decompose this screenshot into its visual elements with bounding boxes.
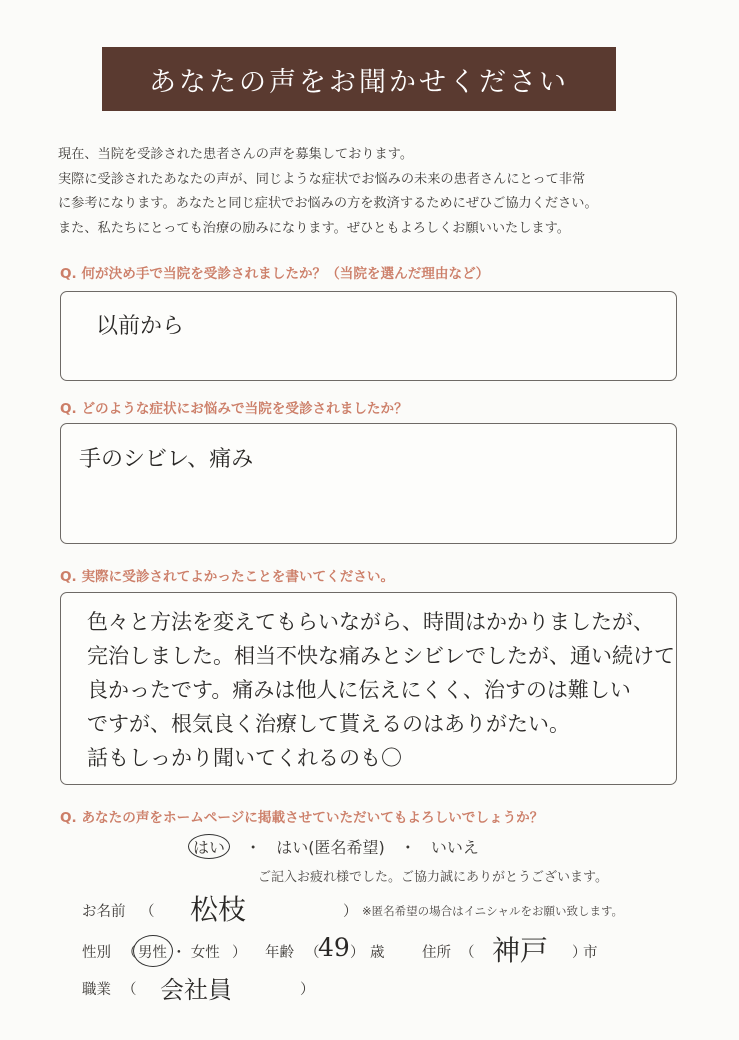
question-reason: Q. 何が決め手で当院を受診されましたか？（当院を選んだ理由など） — [60, 266, 490, 282]
name-label: お名前 — [82, 904, 126, 920]
intro-line: 実際に受診されたあなたの声が、同じような症状でお悩みの未来の患者さんにとって非常 — [58, 171, 586, 187]
consent-options — [188, 834, 479, 859]
page-title: あなたの声をお聞かせください — [149, 66, 569, 98]
intro-line: に参考になります。あなたと同じ症状でお悩みの方を救済するためにぜひご協力ください。 — [58, 196, 598, 211]
address-value[interactable]: 神戸 — [492, 934, 549, 967]
paren-open: （ — [460, 945, 475, 961]
paren-close: ） — [232, 945, 247, 961]
intro-text — [58, 143, 698, 241]
page-title-banner — [102, 47, 616, 111]
answer-box-symptoms — [60, 423, 677, 544]
answer-reason: 以前から — [96, 314, 185, 339]
intro-line: 現在、当院を受診された患者さんの声を募集しております。 — [58, 147, 414, 162]
job-label: 職業 — [82, 982, 111, 998]
option-yes-selected[interactable]: はい — [188, 834, 230, 859]
answer-line: 色々と方法を変えてもらいながら、時間はかかりましたが、 — [87, 610, 654, 634]
question-good-points: Q. 実際に受診されてよかったことを書いてください。 — [60, 569, 395, 585]
answer-box-good-points — [60, 592, 677, 785]
intro-line: また、私たちにとっても治療の励みになります。ぜひともよろしくお願いいたします。 — [58, 220, 570, 236]
option-yes-anonymous[interactable]: はい(匿名希望) — [276, 838, 385, 857]
thanks-message: ご記入お疲れ様でした。ご協力誠にありがとうございます。 — [258, 870, 608, 885]
answer-line: 話もしっかり聞いてくれるのも〇 — [87, 746, 402, 770]
paren-open: （ — [140, 904, 155, 920]
address-label: 住所 — [422, 945, 451, 961]
answer-line: 完治しました。相当不快な痛みとシビレでしたが、通い続けて — [87, 644, 675, 668]
answer-box-reason — [60, 291, 677, 381]
question-symptoms: Q. どのような症状にお悩みで当院を受診されましたか？ — [60, 401, 408, 417]
answer-line: ですが、根気良く治療して貰えるのはありがたい。 — [87, 712, 570, 736]
name-value[interactable]: 松枝 — [190, 893, 247, 926]
job-value[interactable]: 会社員 — [160, 976, 232, 1004]
paren-close: ） — [300, 982, 315, 998]
age-label: 年齢 — [265, 945, 294, 961]
separator: ・ — [399, 838, 416, 857]
paren-open: （ — [122, 982, 137, 998]
paren-close: ） — [572, 945, 587, 961]
gender-options[interactable]: 男性 ・ 女性 — [138, 945, 220, 961]
paren-open: （ — [122, 945, 137, 961]
paren-close: ） — [343, 904, 358, 920]
separator: ・ — [245, 838, 262, 857]
option-no[interactable]: いいえ — [430, 838, 479, 857]
answer-symptoms: 手のシビレ、痛み — [79, 447, 254, 472]
paren-open: （ — [305, 945, 320, 961]
question-consent: Q. あなたの声をホームページに掲載させていただいてもよろしいでしょうか？ — [60, 810, 544, 826]
paren-close: ） — [350, 945, 365, 961]
address-unit: 市 — [583, 945, 598, 961]
answer-good-points — [87, 605, 675, 775]
name-note: ※匿名希望の場合はイニシャルをお願い致します。 — [362, 904, 624, 918]
age-unit: 歳 — [370, 945, 385, 961]
gender-label: 性別 — [82, 945, 111, 961]
age-value[interactable]: 49 — [318, 933, 350, 962]
answer-line: 良かったです。痛みは他人に伝えにくく、治すのは難しい — [87, 678, 631, 702]
